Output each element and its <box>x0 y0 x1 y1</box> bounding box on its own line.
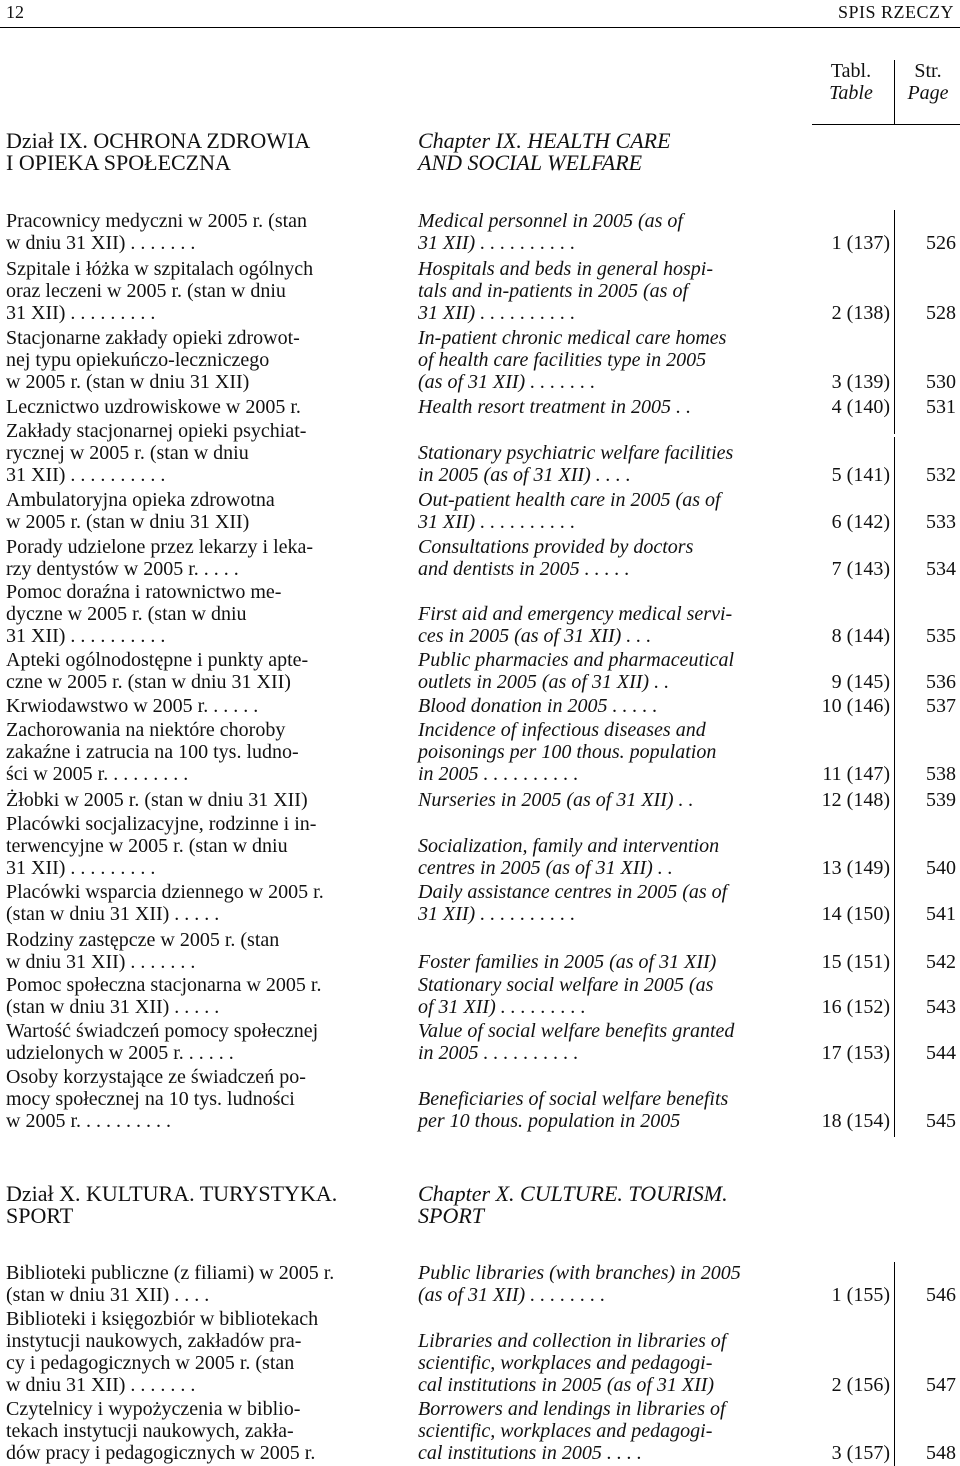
entry-title-en-line: Hospitals and beds in general hospi- <box>418 258 713 280</box>
chapter-9-pl-line-2: I OPIEKA SPOŁECZNA <box>6 150 231 175</box>
entry-title-pl <box>6 719 374 785</box>
entry-title-pl <box>6 420 374 486</box>
entry-title-en-line: poisonings per 100 thous. population <box>418 741 717 763</box>
entry-title-en-line: Beneficiaries of social welfare benefits <box>418 1088 729 1110</box>
entry-title-pl-line: zakaźne i zatrucia na 100 tys. ludno- <box>6 741 299 763</box>
entry-title-pl-line: czne w 2005 r. (stan w dniu 31 XII) <box>6 671 291 693</box>
column-divider <box>894 210 895 434</box>
entry-title-pl-line: 31 XII) . . . . . . . . . . <box>6 625 166 647</box>
column-divider <box>894 437 895 1137</box>
column-header-tabl-pl: Tabl. <box>830 60 872 82</box>
entry-title-en-line: and dentists in 2005 . . . . . <box>418 558 630 580</box>
entry-title-en-line: Daily assistance centres in 2005 (as of <box>418 881 728 903</box>
entry-title-en <box>418 603 788 647</box>
table-number: 8 (144) <box>831 625 890 647</box>
entry-title-pl-line: Czytelnicy i wypożyczenia w biblio- <box>6 1398 301 1420</box>
running-title: SPIS RZECZY <box>837 2 954 22</box>
entry-title-pl <box>6 1398 374 1464</box>
entry-title-en <box>418 327 788 393</box>
entry-title-pl-line: Osoby korzystające ze świadczeń po- <box>6 1066 306 1088</box>
entry-title-pl <box>6 489 374 533</box>
entry-title-en-line: Socialization, family and intervention <box>418 835 720 857</box>
entry-title-pl-line: Stacjonarne zakłady opieki zdrowot- <box>6 327 300 349</box>
header-rule <box>0 27 960 28</box>
entry-title-pl-line: tekach instytucji naukowych, zakła- <box>6 1420 294 1442</box>
entry-title-pl-line: Rodziny zastępcze w 2005 r. (stan <box>6 929 280 951</box>
entry-title-en <box>418 489 788 533</box>
page-number-ref[interactable]: 544 <box>926 1042 956 1064</box>
entry-title-en <box>418 210 788 254</box>
page-number-ref[interactable]: 543 <box>926 996 956 1018</box>
entry-title-en-line: (as of 31 XII) . . . . . . . <box>418 371 596 393</box>
entry-title-pl <box>6 881 374 925</box>
column-header-page <box>894 60 960 124</box>
entry-title-en-line: In-patient chronic medical care homes <box>418 327 727 349</box>
entry-title-en <box>418 1020 788 1064</box>
entry-title-pl <box>6 581 374 647</box>
entry-title-pl-line: Placówki socjalizacyjne, rodzinne i in- <box>6 813 317 835</box>
column-header-page-en: Page <box>907 82 949 104</box>
table-number: 3 (139) <box>831 371 890 393</box>
page-number-ref[interactable]: 531 <box>926 396 956 418</box>
entry-title-en <box>418 695 788 717</box>
page-number-ref[interactable]: 534 <box>926 558 956 580</box>
entry-title-en-line: Nurseries in 2005 (as of 31 XII) . . <box>418 789 694 811</box>
entry-title-pl-line: Apteki ogólnodostępne i punkty apte- <box>6 649 309 671</box>
entry-title-pl-line: rzy dentystów w 2005 r. . . . . <box>6 558 239 580</box>
column-divider <box>894 1262 895 1466</box>
table-number: 16 (152) <box>821 996 890 1018</box>
chapter-10-title-en <box>418 1183 728 1227</box>
table-number: 5 (141) <box>831 464 890 486</box>
table-number: 15 (151) <box>821 951 890 973</box>
table-number: 14 (150) <box>821 903 890 925</box>
entry-title-pl-line: Pomoc doraźna i ratownictwo me- <box>6 581 282 603</box>
entry-title-pl-line: cy i pedagogicznych w 2005 r. (stan <box>6 1352 295 1374</box>
entry-title-pl-line: rycznej w 2005 r. (stan w dniu <box>6 442 249 464</box>
table-number: 7 (143) <box>831 558 890 580</box>
chapter-10-pl-line-2: SPORT <box>6 1203 74 1228</box>
entry-title-en <box>418 536 788 580</box>
table-number: 2 (156) <box>831 1374 890 1396</box>
entry-title-pl-line: Żłobki w 2005 r. (stan w dniu 31 XII) <box>6 789 308 811</box>
entry-title-pl-line: dów pracy i pedagogicznych w 2005 r. <box>6 1442 316 1464</box>
entry-title-en <box>418 835 788 879</box>
entry-title-en-line: Stationary psychiatric welfare facilities <box>418 442 734 464</box>
entry-title-pl-line: Krwiodawstwo w 2005 r. . . . . . <box>6 695 259 717</box>
page-number-ref[interactable]: 526 <box>926 232 956 254</box>
entry-title-pl <box>6 974 374 1018</box>
entry-title-en <box>418 396 788 418</box>
entry-title-pl-line: Lecznictwo uzdrowiskowe w 2005 r. <box>6 396 301 418</box>
entry-title-pl <box>6 929 374 973</box>
entry-title-pl-line: nej typu opiekuńczo-leczniczego <box>6 349 270 371</box>
chapter-10-en-line-2: SPORT <box>418 1203 484 1228</box>
table-number: 1 (155) <box>831 1284 890 1306</box>
entry-title-en-line: 31 XII) . . . . . . . . . . <box>418 232 576 254</box>
entry-title-en-line: in 2005 . . . . . . . . . . <box>418 1042 579 1064</box>
entry-title-pl-line: w dniu 31 XII) . . . . . . . <box>6 232 196 254</box>
table-number: 13 (149) <box>821 857 890 879</box>
entry-title-en-line: Public libraries (with branches) in 2005 <box>418 1262 741 1284</box>
chapter-10-title-pl <box>6 1183 337 1227</box>
entry-title-pl-line: 31 XII) . . . . . . . . . <box>6 857 156 879</box>
page-number: 12 <box>6 2 24 22</box>
entry-title-pl-line: oraz leczeni w 2005 r. (stan w dniu <box>6 280 286 302</box>
entry-title-en-line: in 2005 . . . . . . . . . . <box>418 763 579 785</box>
entry-title-en <box>418 881 788 925</box>
entry-title-pl-line: Zachorowania na niektóre choroby <box>6 719 286 741</box>
page-number-ref[interactable]: 528 <box>926 302 956 324</box>
entry-title-en <box>418 951 788 973</box>
entry-title-pl-line: Porady udzielone przez lekarzy i leka- <box>6 536 314 558</box>
entry-title-en-line: scientific, workplaces and pedagogi- <box>418 1420 713 1442</box>
entry-title-en-line: Health resort treatment in 2005 . . <box>418 396 691 418</box>
entry-title-pl <box>6 789 374 811</box>
chapter-9-en-line-2: AND SOCIAL WELFARE <box>418 150 643 175</box>
entry-title-pl-line: Placówki wsparcia dziennego w 2005 r. <box>6 881 324 903</box>
entry-title-en-line: scientific, workplaces and pedagogi- <box>418 1352 713 1374</box>
entry-title-en-line: tals and in-patients in 2005 (as of <box>418 280 688 302</box>
entry-title-en-line: Blood donation in 2005 . . . . . <box>418 695 658 717</box>
entry-title-en-line: Foster families in 2005 (as of 31 XII) <box>418 951 717 973</box>
entry-title-en-line: outlets in 2005 (as of 31 XII) . . <box>418 671 670 693</box>
entry-title-pl-line: w 2005 r. (stan w dniu 31 XII) <box>6 371 250 393</box>
entry-title-pl <box>6 695 374 717</box>
chapter-9-title-en <box>418 130 671 174</box>
table-number: 10 (146) <box>821 695 890 717</box>
entry-title-pl <box>6 1066 374 1132</box>
entry-title-en <box>418 442 788 486</box>
entry-title-pl-line: terwencyjne w 2005 r. (stan w dniu <box>6 835 288 857</box>
page-number-ref[interactable]: 539 <box>926 789 956 811</box>
column-header-table <box>810 60 892 104</box>
entry-title-pl-line: Szpitale i łóżka w szpitalach ogólnych <box>6 258 314 280</box>
page-number-ref[interactable]: 547 <box>926 1374 956 1396</box>
chapter-10-pl-line-1: Dział X. KULTURA. TURYSTYKA. <box>6 1181 338 1206</box>
page-number-ref[interactable]: 530 <box>926 371 956 393</box>
column-header-str-pl: Str. <box>914 60 942 82</box>
entry-title-pl-line: udzielonych w 2005 r. . . . . . <box>6 1042 234 1064</box>
entry-title-pl <box>6 1308 374 1396</box>
page-number-ref[interactable]: 540 <box>926 857 956 879</box>
entry-title-en-line: Public pharmacies and pharmaceutical <box>418 649 735 671</box>
entry-title-pl-line: Zakłady stacjonarnej opieki psychiat- <box>6 420 307 442</box>
chapter-9-pl-line-1: Dział IX. OCHRONA ZDROWIA <box>6 128 311 153</box>
entry-title-pl-line: w 2005 r. (stan w dniu 31 XII) <box>6 511 250 533</box>
entry-title-pl-line: Ambulatoryjna opieka zdrowotna <box>6 489 275 511</box>
entry-title-en-line: 31 XII) . . . . . . . . . . <box>418 903 576 925</box>
page-number-ref[interactable]: 545 <box>926 1110 956 1132</box>
table-number: 12 (148) <box>821 789 890 811</box>
entry-title-pl-line: (stan w dniu 31 XII) . . . . <box>6 1284 210 1306</box>
entry-title-en-line: cal institutions in 2005 (as of 31 XII) <box>418 1374 715 1396</box>
entry-title-pl-line: mocy społecznej na 10 tys. ludności <box>6 1088 295 1110</box>
entry-title-en-line: Libraries and collection in libraries of <box>418 1330 727 1352</box>
entry-title-pl-line: w 2005 r. . . . . . . . . . <box>6 1110 171 1132</box>
entry-title-en-line: Medical personnel in 2005 (as of <box>418 210 683 232</box>
entry-title-pl-line: Biblioteki publiczne (z filiami) w 2005 r. <box>6 1262 335 1284</box>
page-number-ref[interactable]: 536 <box>926 671 956 693</box>
entry-title-pl <box>6 1020 374 1064</box>
entry-title-pl <box>6 258 374 324</box>
entry-title-en-line: Borrowers and lendings in libraries of <box>418 1398 726 1420</box>
entry-title-pl-line: w dniu 31 XII) . . . . . . . <box>6 951 196 973</box>
entry-title-en-line: per 10 thous. population in 2005 <box>418 1110 681 1132</box>
table-number: 6 (142) <box>831 511 890 533</box>
entry-title-pl-line: dyczne w 2005 r. (stan w dniu <box>6 603 247 625</box>
entry-title-en <box>418 1088 788 1132</box>
entry-title-pl-line: ści w 2005 r. . . . . . . . . <box>6 763 189 785</box>
entry-title-pl <box>6 396 374 418</box>
entry-title-en <box>418 649 788 693</box>
entry-title-pl-line: instytucji naukowych, zakładów pra- <box>6 1330 302 1352</box>
entry-title-en <box>418 1262 788 1306</box>
entry-title-en-line: Consultations provided by doctors <box>418 536 694 558</box>
page-number-ref[interactable]: 546 <box>926 1284 956 1306</box>
entry-title-en <box>418 719 788 785</box>
entry-title-en-line: Incidence of infectious diseases and <box>418 719 706 741</box>
column-header-rule <box>812 124 960 125</box>
table-number: 2 (138) <box>831 302 890 324</box>
entry-title-en <box>418 1330 788 1396</box>
entry-title-pl <box>6 210 374 254</box>
entry-title-en-line: Stationary social welfare in 2005 (as <box>418 974 714 996</box>
table-number: 17 (153) <box>821 1042 890 1064</box>
entry-title-pl <box>6 327 374 393</box>
entry-title-en-line: ces in 2005 (as of 31 XII) . . . <box>418 625 652 647</box>
entry-title-pl-line: Pracownicy medyczni w 2005 r. (stan <box>6 210 308 232</box>
entry-title-en-line: (as of 31 XII) . . . . . . . . <box>418 1284 606 1306</box>
entry-title-pl-line: 31 XII) . . . . . . . . . <box>6 302 156 324</box>
entry-title-pl <box>6 649 374 693</box>
entry-title-en-line: of 31 XII) . . . . . . . . . <box>418 996 586 1018</box>
column-header-table-en: Table <box>829 82 873 104</box>
page-number-ref[interactable]: 548 <box>926 1442 956 1464</box>
chapter-9-title-pl <box>6 130 310 174</box>
entry-title-en <box>418 789 788 811</box>
table-number: 4 (140) <box>831 396 890 418</box>
entry-title-pl-line: Pomoc społeczna stacjonarna w 2005 r. <box>6 974 322 996</box>
entry-title-pl-line: Biblioteki i księgozbiór w bibliotekach <box>6 1308 319 1330</box>
entry-title-pl <box>6 1262 374 1306</box>
entry-title-en-line: 31 XII) . . . . . . . . . . <box>418 302 576 324</box>
entry-title-pl-line: Wartość świadczeń pomocy społecznej <box>6 1020 319 1042</box>
entry-title-pl-line: w dniu 31 XII) . . . . . . . <box>6 1374 196 1396</box>
page-number-ref[interactable]: 537 <box>926 695 956 717</box>
entry-title-en-line: 31 XII) . . . . . . . . . . <box>418 511 576 533</box>
table-number: 1 (137) <box>831 232 890 254</box>
entry-title-en-line: Out-patient health care in 2005 (as of <box>418 489 721 511</box>
entry-title-en-line: cal institutions in 2005 . . . . <box>418 1442 642 1464</box>
chapter-10-en-line-1: Chapter X. CULTURE. TOURISM. <box>418 1181 728 1206</box>
entry-title-pl-line: (stan w dniu 31 XII) . . . . . <box>6 903 220 925</box>
chapter-9-en-line-1: Chapter IX. HEALTH CARE <box>418 128 671 153</box>
entry-title-en-line: First aid and emergency medical servi- <box>418 603 733 625</box>
table-number: 9 (145) <box>831 671 890 693</box>
page-number-ref[interactable]: 532 <box>926 464 956 486</box>
entry-title-en <box>418 1398 788 1464</box>
page-number-ref[interactable]: 541 <box>926 903 956 925</box>
page-number-ref[interactable]: 538 <box>926 763 956 785</box>
entry-title-en-line: centres in 2005 (as of 31 XII) . . <box>418 857 673 879</box>
entry-title-pl <box>6 536 374 580</box>
page-header <box>0 0 960 26</box>
table-number: 18 (154) <box>821 1110 890 1132</box>
entry-title-pl-line: 31 XII) . . . . . . . . . . <box>6 464 166 486</box>
entry-title-en-line: in 2005 (as of 31 XII) . . . . <box>418 464 631 486</box>
entry-title-pl-line: (stan w dniu 31 XII) . . . . . <box>6 996 220 1018</box>
entry-title-en <box>418 974 788 1018</box>
table-number: 3 (157) <box>831 1442 890 1464</box>
entry-title-en-line: of health care facilities type in 2005 <box>418 349 707 371</box>
entry-title-en <box>418 258 788 324</box>
page-number-ref[interactable]: 533 <box>926 511 956 533</box>
page-number-ref[interactable]: 542 <box>926 951 956 973</box>
table-number: 11 (147) <box>822 763 890 785</box>
entry-title-en-line: Value of social welfare benefits granted <box>418 1020 735 1042</box>
entry-title-pl <box>6 813 374 879</box>
page-number-ref[interactable]: 535 <box>926 625 956 647</box>
